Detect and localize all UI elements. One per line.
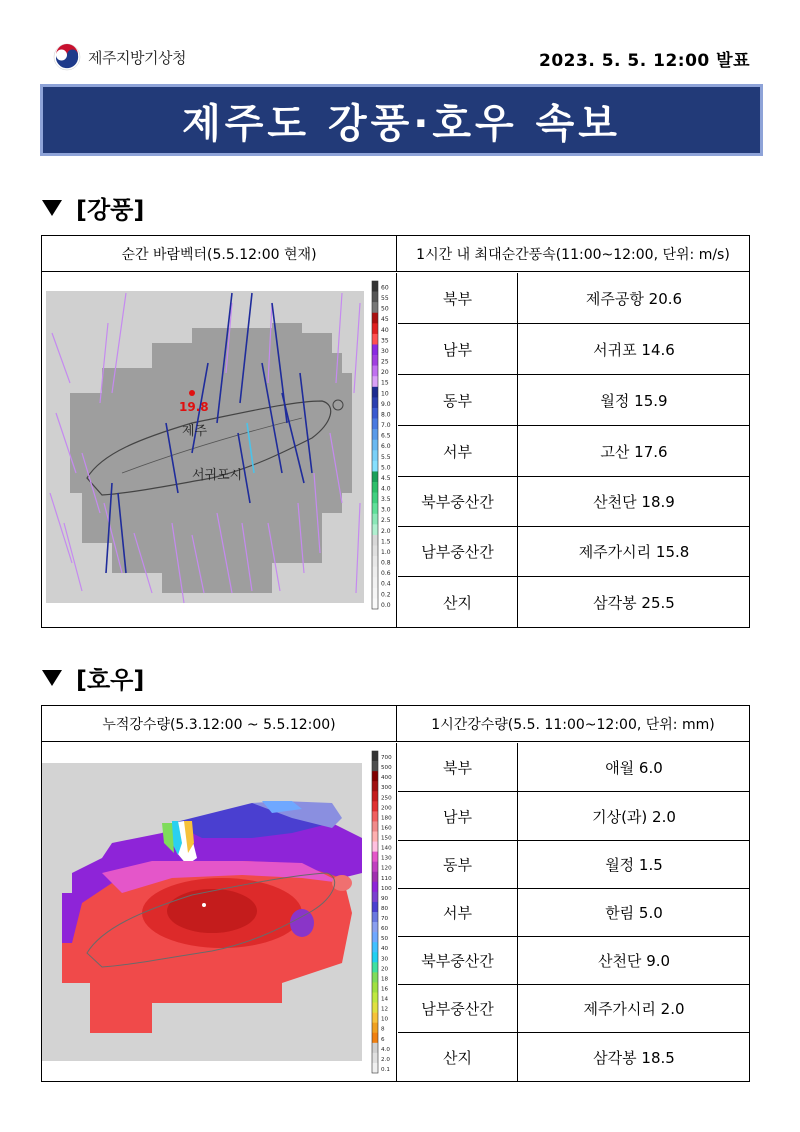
legend-swatch	[372, 751, 378, 761]
legend-swatch	[372, 514, 378, 525]
wind-section-heading	[42, 190, 144, 225]
region-cell: 북부중산간	[398, 937, 518, 984]
legend-swatch	[372, 429, 378, 440]
wind-vector-map-image	[42, 273, 397, 627]
value-cell: 한림 5.0	[605, 904, 663, 922]
legend-swatch	[372, 1053, 378, 1063]
legend-label: 10	[381, 390, 389, 398]
legend-swatch	[372, 1063, 378, 1073]
legend-swatch	[372, 842, 378, 852]
rain-panel	[41, 705, 750, 1082]
value-cell: 삼각봉 25.5	[593, 593, 675, 612]
max-gust-marker	[189, 390, 195, 396]
legend-label: 55	[381, 295, 389, 303]
legend-label: 80	[381, 905, 389, 912]
legend-swatch	[372, 376, 378, 387]
legend-swatch	[372, 781, 378, 791]
table-row	[398, 792, 750, 841]
legend-swatch	[372, 872, 378, 882]
legend-label: 1.5	[381, 538, 391, 546]
region-cell: 서부	[398, 426, 518, 476]
rain-table-caption: 1시간강수량(5.5. 11:00~12:00, 단위: mm)	[431, 716, 715, 733]
legend-swatch	[372, 556, 378, 567]
region-cell: 남부중산간	[398, 527, 518, 576]
legend-label: 6.0	[381, 443, 391, 451]
table-row	[398, 273, 750, 324]
legend-swatch	[372, 1013, 378, 1023]
legend-label: 130	[381, 855, 392, 862]
value-cell: 서귀포 14.6	[593, 340, 675, 359]
agency-name: 제주지방기상청	[88, 48, 186, 67]
value-cell: 삼각봉 18.5	[593, 1048, 675, 1067]
rain-map-caption: 누적강수량(5.3.12:00 ~ 5.5.12:00)	[42, 706, 397, 741]
region-cell: 산지	[398, 1033, 518, 1081]
legend-label: 160	[381, 825, 392, 832]
legend-swatch	[372, 942, 378, 952]
legend-label: 40	[381, 326, 389, 334]
legend-swatch	[372, 862, 378, 872]
legend-swatch	[372, 281, 378, 292]
legend-label: 0.0	[381, 601, 391, 609]
wind-vector-map	[42, 273, 397, 627]
legend-swatch	[372, 344, 378, 355]
legend-swatch	[372, 323, 378, 334]
agency-emblem-icon	[52, 42, 82, 72]
value-cell: 제주가시리 2.0	[583, 1000, 685, 1018]
legend-label: 0.4	[381, 580, 391, 588]
legend-swatch	[372, 892, 378, 902]
wind-table-caption: 1시간 내 최대순간풍속(11:00~12:00, 단위: m/s)	[416, 246, 730, 263]
table-row	[398, 985, 750, 1033]
table-row	[398, 375, 750, 426]
value-cell: 월정 1.5	[605, 856, 663, 874]
legend-label: 14	[381, 996, 389, 1003]
value-cell: 고산 17.6	[600, 442, 668, 461]
rain-panel-header	[42, 706, 749, 742]
rain-accum-map-image	[42, 743, 397, 1081]
legend-swatch	[372, 1043, 378, 1053]
legend-swatch	[372, 355, 378, 366]
triangle-down-icon	[42, 670, 62, 686]
legend-swatch	[372, 535, 378, 546]
table-row	[398, 841, 750, 889]
legend-label: 10	[381, 1016, 389, 1023]
value-cell: 제주가시리 15.8	[578, 543, 690, 561]
table-row	[398, 477, 750, 527]
legend-label: 18	[381, 976, 389, 983]
legend-swatch	[372, 598, 378, 609]
legend-swatch	[372, 811, 378, 821]
legend-label: 7.0	[381, 422, 391, 430]
legend-swatch	[372, 482, 378, 493]
legend-swatch	[372, 902, 378, 912]
legend-label: 250	[381, 795, 392, 802]
legend-swatch	[372, 882, 378, 892]
value-cell: 제주공항 20.6	[585, 289, 683, 308]
legend-swatch	[372, 982, 378, 992]
legend-swatch	[372, 771, 378, 781]
legend-label: 90	[381, 895, 389, 902]
legend-label: 8	[381, 1026, 385, 1033]
legend-label: 0.6	[381, 570, 391, 578]
wind-color-legend	[372, 281, 391, 609]
legend-swatch	[372, 408, 378, 419]
legend-label: 35	[381, 337, 389, 345]
legend-swatch	[372, 567, 378, 578]
table-row	[398, 324, 750, 375]
legend-label: 5.5	[381, 453, 391, 461]
table-row	[398, 889, 750, 937]
legend-swatch	[372, 397, 378, 408]
legend-label: 300	[381, 785, 392, 792]
legend-swatch	[372, 440, 378, 451]
region-cell: 남부	[398, 324, 518, 374]
legend-swatch	[372, 577, 378, 588]
table-row	[398, 1033, 750, 1081]
legend-label: 30	[381, 347, 389, 355]
region-cell: 남부	[398, 792, 518, 840]
region-cell: 북부중산간	[398, 477, 518, 526]
legend-swatch	[372, 450, 378, 461]
legend-label: 0.8	[381, 559, 391, 567]
region-cell: 서부	[398, 889, 518, 936]
legend-label: 12	[381, 1006, 389, 1013]
legend-label: 15	[381, 379, 389, 387]
document-title: 제주도 강풍·호우 속보	[182, 100, 621, 147]
legend-swatch	[372, 313, 378, 324]
legend-label: 0.1	[381, 1066, 390, 1073]
agency-logo	[52, 40, 186, 74]
region-cell: 동부	[398, 841, 518, 888]
legend-label: 700	[381, 755, 392, 762]
legend-swatch	[372, 932, 378, 942]
legend-label: 3.0	[381, 506, 391, 514]
legend-label: 30	[381, 956, 389, 963]
legend-label: 200	[381, 805, 392, 812]
legend-swatch	[372, 546, 378, 557]
legend-swatch	[372, 334, 378, 345]
legend-swatch	[372, 1023, 378, 1033]
legend-swatch	[372, 493, 378, 504]
legend-label: 70	[381, 916, 389, 923]
legend-swatch	[372, 1033, 378, 1043]
legend-label: 50	[381, 305, 389, 313]
legend-label: 400	[381, 775, 392, 782]
legend-swatch	[372, 461, 378, 472]
legend-swatch	[372, 292, 378, 303]
legend-swatch	[372, 761, 378, 771]
legend-swatch	[372, 972, 378, 982]
legend-label: 6.5	[381, 432, 391, 440]
legend-label: 180	[381, 815, 392, 822]
legend-swatch	[372, 503, 378, 514]
legend-swatch	[372, 922, 378, 932]
table-row	[398, 577, 750, 627]
legend-label: 110	[381, 875, 392, 882]
legend-label: 1.0	[381, 548, 391, 556]
legend-swatch	[372, 801, 378, 811]
legend-label: 150	[381, 835, 392, 842]
legend-label: 500	[381, 765, 392, 772]
legend-label: 9.0	[381, 400, 391, 408]
legend-swatch	[372, 852, 378, 862]
value-cell: 월정 15.9	[600, 391, 668, 410]
title-banner	[40, 84, 763, 156]
region-cell: 북부	[398, 743, 518, 791]
map-label-jeju: 제주	[182, 424, 208, 439]
region-cell: 산지	[398, 577, 518, 627]
legend-swatch	[372, 302, 378, 313]
rain-section-title: [호우]	[76, 666, 145, 694]
legend-label: 25	[381, 358, 389, 366]
rain-section-heading	[42, 660, 144, 695]
legend-label: 4.5	[381, 474, 391, 482]
legend-label: 2.0	[381, 1056, 390, 1063]
legend-label: 140	[381, 845, 392, 852]
legend-label: 60	[381, 284, 389, 292]
legend-swatch	[372, 993, 378, 1003]
legend-label: 120	[381, 865, 392, 872]
map-label-seogwipo: 서귀포시	[192, 468, 243, 483]
table-row	[398, 527, 750, 577]
value-cell: 산천단 18.9	[593, 493, 675, 511]
legend-swatch	[372, 952, 378, 962]
legend-label: 5.0	[381, 464, 391, 472]
legend-label: 3.5	[381, 496, 391, 504]
legend-swatch	[372, 1003, 378, 1013]
region-cell: 동부	[398, 375, 518, 425]
legend-swatch	[372, 832, 378, 842]
legend-label: 20	[381, 369, 389, 377]
legend-label: 2.5	[381, 517, 391, 525]
legend-swatch	[372, 962, 378, 972]
legend-label: 16	[381, 986, 389, 993]
region-cell: 남부중산간	[398, 985, 518, 1032]
value-cell: 기상(과) 2.0	[592, 807, 676, 826]
legend-label: 4.0	[381, 485, 391, 493]
legend-swatch	[372, 791, 378, 801]
legend-label: 50	[381, 936, 389, 943]
triangle-down-icon	[42, 200, 62, 216]
region-cell: 북부	[398, 273, 518, 323]
wind-map-caption: 순간 바람벡터(5.5.12:00 현재)	[42, 236, 397, 271]
legend-label: 45	[381, 316, 389, 324]
legend-swatch	[372, 524, 378, 535]
table-row	[398, 426, 750, 477]
legend-label: 4.0	[381, 1046, 390, 1053]
legend-swatch	[372, 471, 378, 482]
wind-gust-table	[398, 273, 750, 627]
legend-swatch	[372, 821, 378, 831]
legend-swatch	[372, 387, 378, 398]
wind-panel-header	[42, 236, 749, 272]
issue-datetime: 2023. 5. 5. 12:00 발표	[539, 51, 750, 71]
legend-swatch	[372, 366, 378, 377]
table-row	[398, 937, 750, 985]
legend-swatch	[372, 588, 378, 599]
legend-swatch	[372, 419, 378, 430]
wind-panel	[41, 235, 750, 628]
table-row	[398, 743, 750, 792]
legend-swatch	[372, 912, 378, 922]
max-gust-label: 19.8	[179, 400, 209, 414]
legend-label: 6	[381, 1036, 385, 1043]
legend-label: 8.0	[381, 411, 391, 419]
value-cell: 산천단 9.0	[597, 952, 671, 970]
rain-accum-map	[42, 743, 397, 1081]
legend-label: 2.0	[381, 527, 391, 535]
wind-section-title: [강풍]	[76, 196, 145, 224]
value-cell: 애월 6.0	[605, 758, 663, 777]
legend-label: 60	[381, 926, 389, 933]
legend-label: 20	[381, 966, 389, 973]
legend-label: 40	[381, 946, 389, 953]
rain-hourly-table	[398, 743, 750, 1081]
legend-label: 0.2	[381, 591, 391, 599]
legend-label: 100	[381, 885, 392, 892]
